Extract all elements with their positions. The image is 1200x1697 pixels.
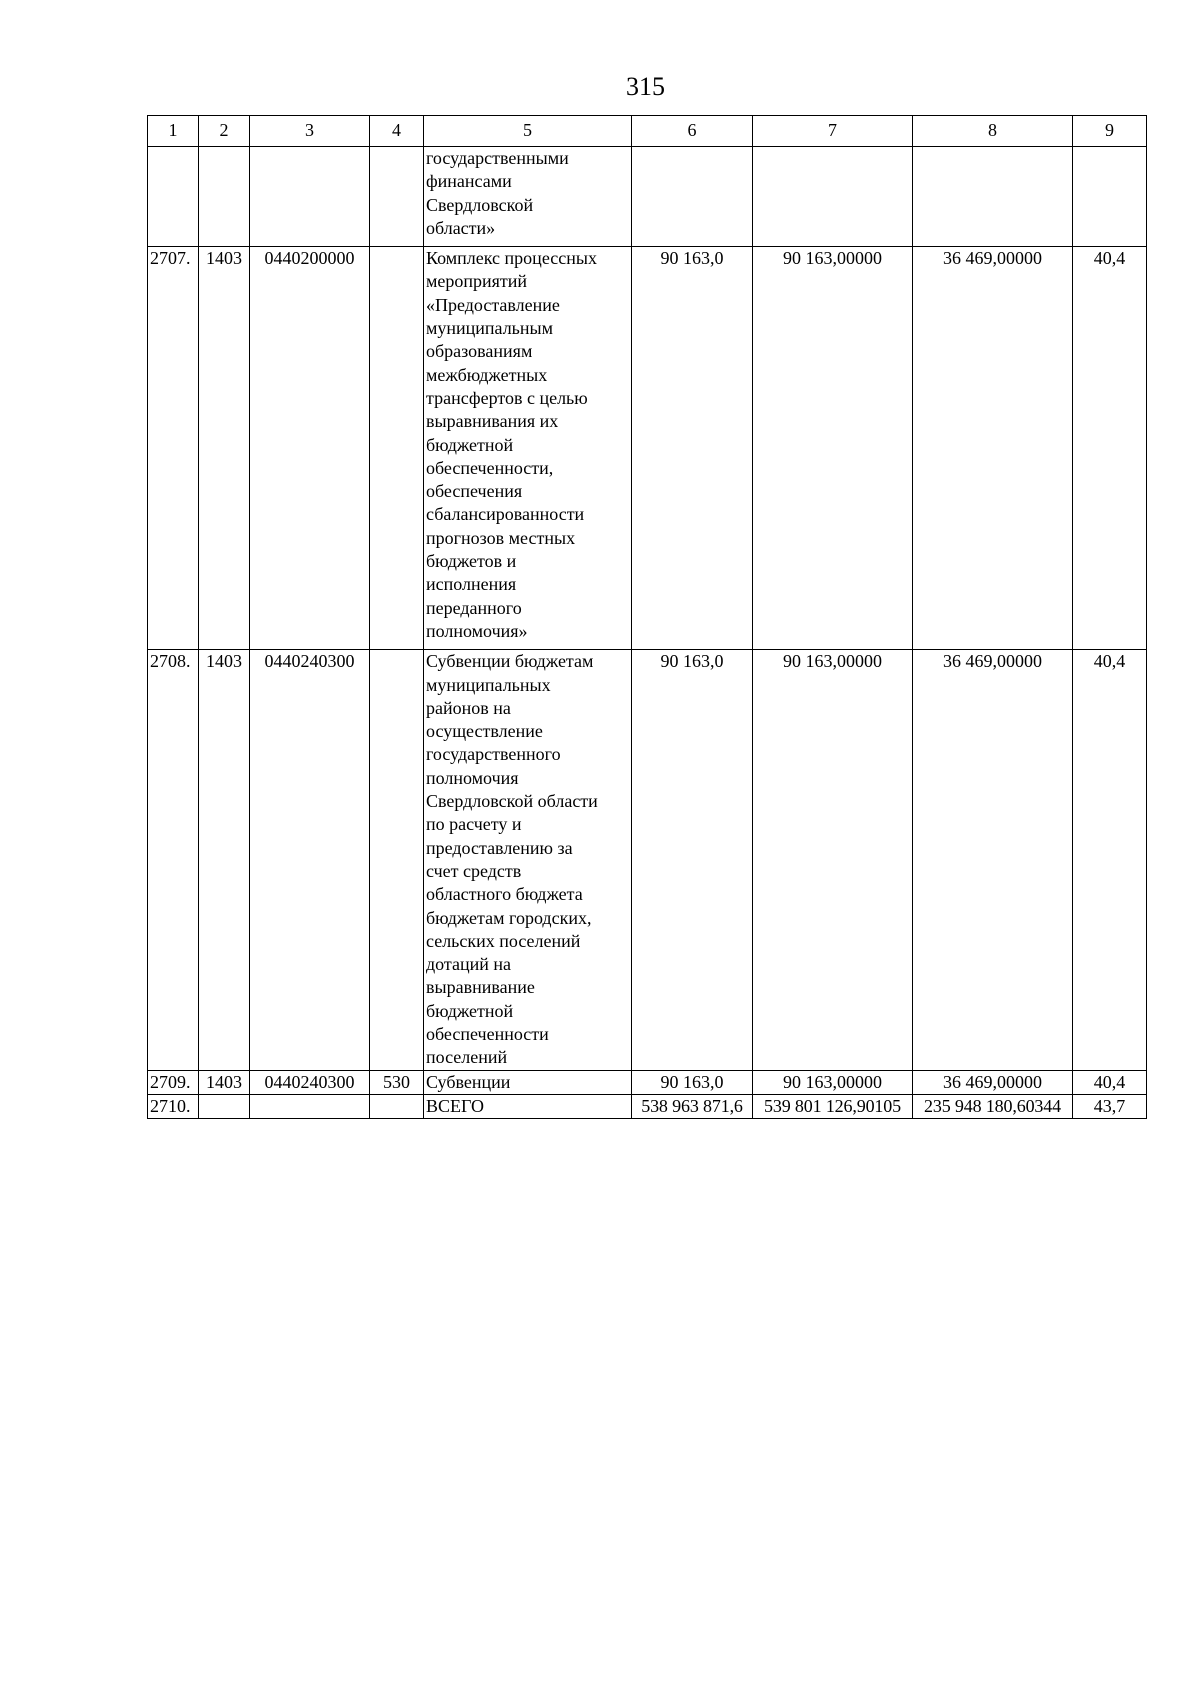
section-code-cell — [199, 147, 250, 247]
revised-amount-cell: 90 163,00000 — [753, 247, 913, 650]
row-number-cell: 2708. — [148, 650, 199, 1070]
expense-type-cell — [370, 147, 424, 247]
column-header: 4 — [370, 116, 424, 147]
description-line: финансами — [426, 171, 512, 192]
description-line: бюджетной — [426, 434, 514, 455]
row-number-cell: 2709. — [148, 1070, 199, 1094]
table-row — [148, 147, 1147, 247]
description-line: Комплекс процессных — [426, 248, 597, 269]
page-number: 315 — [626, 72, 665, 101]
description-line: обеспечения — [426, 481, 523, 502]
description-line: Свердловской области — [426, 791, 598, 812]
description-line: осуществление — [426, 721, 543, 742]
description-line: Субвенции — [426, 1071, 511, 1092]
approved-amount-cell: 90 163,0 — [632, 1070, 753, 1094]
description-line: выравнивание — [426, 977, 535, 998]
approved-amount-cell: 538 963 871,6 — [632, 1094, 753, 1118]
target-code-cell — [250, 1094, 370, 1118]
percent-cell: 40,4 — [1073, 247, 1147, 650]
executed-amount-cell: 36 469,00000 — [913, 1070, 1073, 1094]
description-line: полномочия» — [426, 620, 528, 641]
description-line: государственного — [426, 744, 561, 765]
description-line: районов на — [426, 697, 511, 718]
executed-amount-cell: 36 469,00000 — [913, 650, 1073, 1070]
description-line: поселений — [426, 1047, 508, 1068]
column-header: 2 — [199, 116, 250, 147]
target-code-cell: 0440240300 — [250, 1070, 370, 1094]
total-row — [148, 1094, 1147, 1118]
description-line: муниципальных — [426, 674, 551, 695]
description-line: муниципальным — [426, 318, 554, 339]
expense-type-cell: 530 — [370, 1070, 424, 1094]
description-line: дотаций на — [426, 954, 512, 975]
column-header: 6 — [632, 116, 753, 147]
percent-cell: 40,4 — [1073, 650, 1147, 1070]
section-code-cell: 1403 — [199, 650, 250, 1070]
description-cell — [424, 1094, 632, 1118]
description-line: полномочия — [426, 767, 519, 788]
description-line: прогнозов местных — [426, 527, 576, 548]
description-cell — [424, 1070, 632, 1094]
description-line: межбюджетных — [426, 364, 548, 385]
description-line: бюджетам городских, — [426, 907, 592, 928]
percent-cell: 43,7 — [1073, 1094, 1147, 1118]
revised-amount-cell: 90 163,00000 — [753, 1070, 913, 1094]
percent-cell — [1073, 147, 1147, 247]
target-code-cell: 0440200000 — [250, 247, 370, 650]
description-line: областного бюджета — [426, 884, 583, 905]
approved-amount-cell — [632, 147, 753, 247]
description-line: обеспеченности, — [426, 457, 554, 478]
approved-amount-cell: 90 163,0 — [632, 650, 753, 1070]
description-line: бюджетной — [426, 1000, 514, 1021]
description-line: области» — [426, 217, 496, 238]
expense-type-cell — [370, 650, 424, 1070]
description-cell — [424, 147, 632, 247]
section-code-cell: 1403 — [199, 1070, 250, 1094]
revised-amount-cell: 90 163,00000 — [753, 650, 913, 1070]
target-code-cell — [250, 147, 370, 247]
executed-amount-cell: 36 469,00000 — [913, 247, 1073, 650]
row-number-cell: 2707. — [148, 247, 199, 650]
description-line: Субвенции бюджетам — [426, 651, 594, 672]
description-line: выравнивания их — [426, 411, 559, 432]
description-line: «Предоставление — [426, 294, 560, 315]
column-header: 3 — [250, 116, 370, 147]
section-code-cell — [199, 1094, 250, 1118]
expense-type-cell — [370, 247, 424, 650]
description-line: сбалансированности — [426, 504, 585, 525]
description-line: исполнения — [426, 574, 517, 595]
description-line: счет средств — [426, 860, 522, 881]
table-row — [148, 1070, 1147, 1094]
table-header-row — [148, 116, 1147, 147]
target-code-cell: 0440240300 — [250, 650, 370, 1070]
description-line: предоставлению за — [426, 837, 573, 858]
column-header: 7 — [753, 116, 913, 147]
description-line: ВСЕГО — [426, 1095, 484, 1116]
description-line: сельских поселений — [426, 930, 581, 951]
description-line: бюджетов и — [426, 551, 517, 572]
column-header: 8 — [913, 116, 1073, 147]
section-code-cell: 1403 — [199, 247, 250, 650]
description-line: мероприятий — [426, 271, 528, 292]
column-header: 9 — [1073, 116, 1147, 147]
percent-cell: 40,4 — [1073, 1070, 1147, 1094]
executed-amount-cell — [913, 147, 1073, 247]
revised-amount-cell: 539 801 126,90105 — [753, 1094, 913, 1118]
row-number-cell — [148, 147, 199, 247]
column-header: 1 — [148, 116, 199, 147]
description-line: Свердловской — [426, 194, 534, 215]
revised-amount-cell — [753, 147, 913, 247]
description-cell — [424, 247, 632, 650]
description-line: трансфертов с целью — [426, 387, 588, 408]
column-header: 5 — [424, 116, 632, 147]
description-line: по расчету и — [426, 814, 522, 835]
approved-amount-cell: 90 163,0 — [632, 247, 753, 650]
description-line: образованиям — [426, 341, 533, 362]
description-line: переданного — [426, 597, 522, 618]
description-line: обеспеченности — [426, 1023, 549, 1044]
description-line: государственными — [426, 148, 569, 168]
table-row — [148, 247, 1147, 650]
row-number-cell: 2710. — [148, 1094, 199, 1118]
budget-table — [147, 115, 1147, 1119]
expense-type-cell — [370, 1094, 424, 1118]
table-row — [148, 650, 1147, 1070]
executed-amount-cell: 235 948 180,60344 — [913, 1094, 1073, 1118]
description-cell — [424, 650, 632, 1070]
